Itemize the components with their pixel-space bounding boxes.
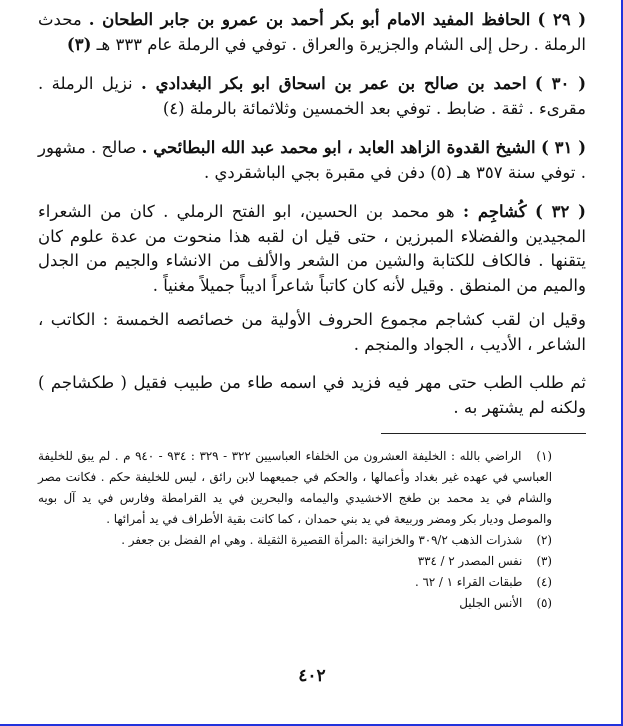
paragraph-kushajim-name: وقيل ان لقب كشاجم مجموع الحروف الأولية من خصائصه الخمسة : الكاتب ، الشاعر ، الأديب ، الجواد والمنجم .: [38, 310, 586, 354]
entry-text: صالح . مشهور . توفي سنة ٣٥٧ هـ: [38, 138, 586, 182]
footnote-3: [38, 551, 586, 572]
footnote-text: الراضي بالله : الخليفة العشرون من الخلفاء العباسيين ٣٢٢ - ٣٢٩ : ٩٣٤ - ٩٤٠ م . لم يبق للخليفة العباسي في عهده غير بغداد وأعمالها ، والحكم في جميعهما لابن رائق ، ليس للخليفة حكم . فكانت مصر والشام في يد محمد بن طغج الاخشيدي واليمامه والبحرين في يد القرامطة وفارس في يد آل بويه والموصل وديار بكر ومضر وربيعة في يد بني حمدان ، كما كانت بقية الأطراف في يد أمرائها .: [38, 449, 552, 526]
entry-text-after: دفن في مقبرة بجي الباشقردي .: [204, 162, 425, 182]
entry-number: ( ٣٢ ): [534, 202, 586, 221]
footnote-text: طبقات القراء ١ / ٦٢ .: [414, 575, 523, 589]
footnote-number: (٣): [536, 554, 552, 568]
footnote-ref: (٣): [66, 34, 92, 54]
footnote-4: [38, 572, 586, 593]
page-number: ٤٠٢: [298, 666, 326, 686]
footnote-ref: (٥): [430, 162, 452, 182]
entry-name: احمد بن صالح بن عمر بن اسحاق ابو بكر البغدادي .: [141, 74, 527, 93]
footnote-1: [38, 446, 586, 530]
footnote-separator: [381, 433, 586, 434]
footnotes: [38, 446, 586, 614]
entry-name: الحافظ المفيد الامام أبو بكر أحمد بن عمرو بن جابر الطحان .: [88, 10, 531, 29]
entry-number: ( ٢٩ ): [537, 10, 587, 29]
book-page: [38, 8, 586, 708]
entry-29: [38, 8, 586, 57]
footnote-text: الأنس الجليل: [459, 596, 523, 610]
entry-30: [38, 72, 586, 121]
entry-31: [38, 136, 586, 185]
footnote-text: نفس المصدر ٢ / ٣٣٤: [417, 554, 523, 568]
footnote-5: [38, 593, 586, 614]
paragraph-kushajim-medicine: ثم طلب الطب حتى مهر فيه فزيد في اسمه طاء من طبيب فقيل ( طكشاجم ) ولكنه لم يشتهر به .: [38, 373, 586, 417]
footnote-number: (٤): [536, 575, 552, 589]
footnote-number: (١): [536, 449, 552, 463]
entry-name: الشيخ القدوة الزاهد العابد ، ابو محمد عبد الله البطائحي .: [141, 138, 536, 157]
footnote-ref: (٤): [162, 98, 185, 118]
entry-32: [38, 200, 586, 298]
entry-text: محدث الرملة . رحل إلى الشام والجزيرة والعراق . توفي في الرملة عام ٣٣٣ هـ: [38, 10, 586, 54]
entry-name: كُشاجِم :: [462, 202, 527, 221]
entry-text: هو محمد بن الحسين، ابو الفتح الرملي . كان من الشعراء المجيدين والفضلاء المبرزين ، حتى قيل ان لقبه هذا منحوت من عدة علوم كان يتقنها . فالكاف للكتابة والشين من الشعر والألف من الانشاء والجيم من الجدل والميم من المنطق . وقيل لأنه كان كاتباً شاعراً اديباً جميلاً مغنياً .: [38, 202, 586, 295]
entry-number: ( ٣١ ): [540, 138, 586, 157]
footnote-number: (٥): [536, 596, 552, 610]
footnote-2: [38, 530, 586, 551]
entry-text: نزيل الرملة . مقرىء . ثقة . ضابط . توفي بعد الخمسين وثلاثمائة بالرملة: [38, 74, 586, 118]
footnote-text: شذرات الذهب ٣٠٩/٢ والخزانية :المرأة القصيرة الثقيلة . وهي ام الفضل بن جعفر .: [121, 533, 523, 547]
entry-number: ( ٣٠ ): [534, 74, 587, 93]
footnote-number: (٢): [536, 533, 552, 547]
